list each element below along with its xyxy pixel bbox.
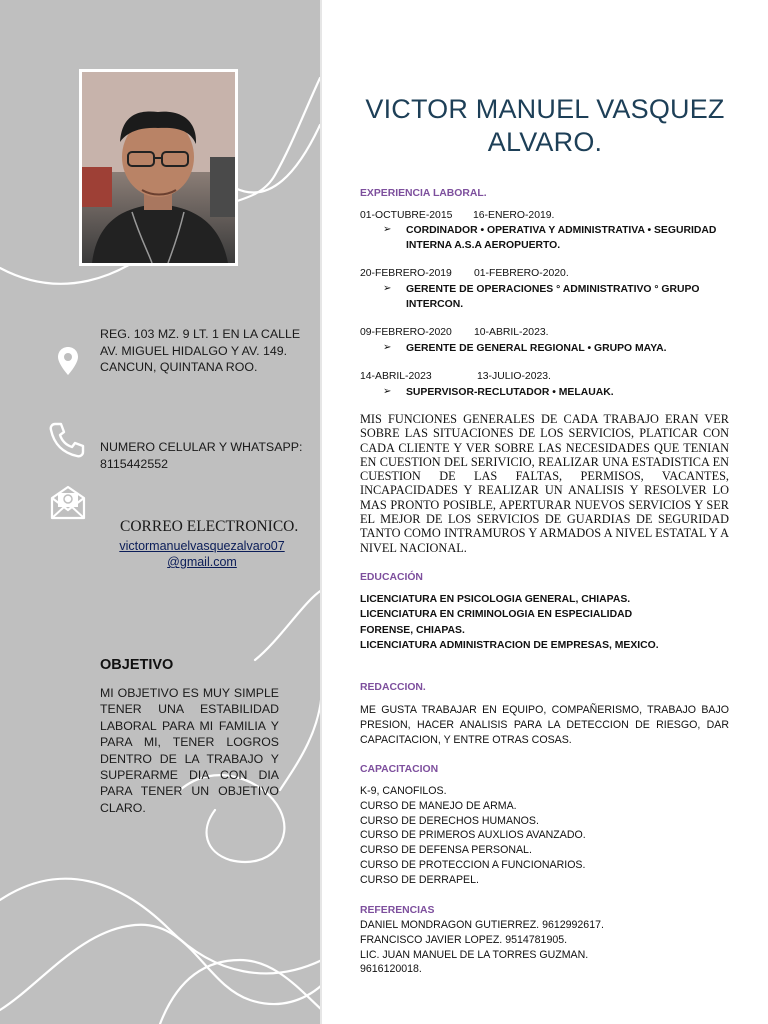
phone: [100, 439, 302, 472]
references-list: [360, 918, 604, 977]
training-item: CURSO DE DERECHOS HUMANOS.: [360, 814, 539, 827]
redaccion-title: REDACCION.: [360, 682, 426, 693]
references-title: REFERENCIAS: [360, 905, 435, 916]
job-1-role: CORDINADOR • OPERATIVA Y ADMINISTRATIVA • SEGURIDAD INTERNA A.S.A AEROPUERTO.: [406, 225, 717, 251]
training-item: CURSO DE PROTECCION A FUNCIONARIOS.: [360, 858, 586, 871]
training-item: CURSO DE PRIMEROS AUXLIOS AVANZADO.: [360, 829, 586, 842]
address-line-2: AV. MIGUEL HIDALGO Y AV. 149.: [100, 343, 288, 358]
address: [100, 326, 300, 376]
profile-photo-image: [82, 72, 235, 263]
address-line-1: REG. 103 MZ. 9 LT. 1 EN LA CALLE: [100, 327, 301, 341]
reference-item: DANIEL MONDRAGON GUTIERREZ. 9612992617.: [360, 919, 604, 931]
email-title: CORREO ELECTRONICO.: [120, 518, 299, 535]
experience-title: EXPERIENCIA LABORAL.: [360, 188, 487, 199]
reference-item: LIC. JUAN MANUEL DE LA TORRES GUZMAN.: [360, 948, 589, 961]
bullet-arrow-icon: ➢: [383, 386, 392, 397]
training-item: CURSO DE DEFENSA PERSONAL.: [360, 844, 532, 857]
objective-text: MI OBJETIVO ES MUY SIMPLE TENER UNA ESTABILIDAD LABORAL PARA MI FAMILIA Y PARA MI, TENER LOGROS DENTRO DE LA TRABAJO Y SUPERARME DIA CON DIA PARA TENER UN OBJETIVO CLARO.: [100, 686, 279, 815]
candidate-name: VICTOR MANUEL VASQUEZ ALVARO.: [365, 94, 725, 157]
bullet-arrow-icon: ➢: [383, 283, 392, 294]
education-item: FORENSE, CHIAPAS.: [360, 624, 465, 636]
job-4-role: SUPERVISOR-RECLUTADOR • MELAUAK.: [406, 387, 614, 398]
training-title: CAPACITACION: [360, 764, 439, 775]
job-1-start: 01-OCTUBRE-2015: [360, 210, 453, 221]
bullet-arrow-icon: ➢: [383, 342, 392, 353]
job-3-start: 09-FEBRERO-2020: [360, 327, 452, 338]
objective-title: OBJETIVO: [100, 657, 174, 673]
phone-number: 8115442552: [100, 456, 168, 471]
training-list: [360, 784, 586, 888]
job-1-end: 16-ENERO-2019.: [473, 210, 555, 221]
job-4-end: 13-JULIO-2023.: [477, 371, 551, 382]
experience-summary: MIS FUNCIONES GENERALES DE CADA TRABAJO ERAN VER SOBRE LAS SITUACIONES DE LOS SERVICIOS, PLATICAR CON CADA CLIENTE Y VER SOBRE LAS NECESIDADES QUE TENIAN EN CUESTION DEL SERIVICIO, REALIZAR UNA ESTADISTICA EN CUESTION DE LAS FALTAS, PERMISOS, VACANTES, INCAPACIDADES Y REALIZAR UN ANALISIS Y RESOLVER LO MAS PRONTO POSIBLE, APERTURAR NUEVOS SERVICIOS Y SER EL MEJOR DE LOS SERVICIOS DE GUARDIAS DE SEGURIDAD TANTO COMO INTRAMUROS Y ARMADOS A NIVEL ESTATAL Y A NIVEL NACIONAL.: [360, 412, 729, 555]
redaccion-text: ME GUSTA TRABAJAR EN EQUIPO, COMPAÑERISMO, TRABAJO BAJO PRESION, HACER ANALISIS PARA LA DETECCION DE RIESGO, DAR CAPACITACION, Y ENTRE OTRAS COSAS.: [360, 704, 729, 746]
job-4-start: 14-ABRIL-2023: [360, 371, 432, 382]
profile-photo: [79, 69, 238, 266]
phone-icon: [48, 421, 86, 459]
education-item: LICENCIATURA ADMINISTRACION DE EMPRESAS, MEXICO.: [360, 639, 659, 651]
training-item: CURSO DE DERRAPEL.: [360, 873, 479, 886]
location-pin-icon: [57, 346, 79, 376]
education-list: [360, 592, 659, 653]
sidebar-divider: [320, 0, 322, 1024]
education-item: LICENCIATURA EN CRIMINOLOGIA EN ESPECIALIDAD: [360, 609, 633, 621]
reference-item: 9616120018.: [360, 963, 422, 976]
address-line-3: CANCUN, QUINTANA ROO.: [100, 360, 258, 374]
reference-item: FRANCISCO JAVIER LOPEZ. 9514781905.: [360, 933, 568, 946]
job-2-role: GERENTE DE OPERACIONES ° ADMINISTRATIVO ° GRUPO INTERCON.: [406, 284, 700, 310]
job-3-end: 10-ABRIL-2023.: [474, 327, 549, 338]
email-link[interactable]: victormanuelvasquezalvaro07@gmail.com: [119, 539, 285, 569]
training-item: CURSO DE MANEJO DE ARMA.: [360, 799, 517, 812]
job-2-end: 01-FEBRERO-2020.: [474, 268, 569, 279]
training-item: K-9, CANOFILOS.: [360, 785, 447, 797]
bullet-arrow-icon: ➢: [383, 224, 392, 235]
phone-label: NUMERO CELULAR Y WHATSAPP:: [100, 440, 303, 454]
education-item: LICENCIATURA EN PSICOLOGIA GENERAL, CHIAPAS.: [360, 594, 631, 605]
email-icon: [50, 484, 86, 520]
job-3-role: GERENTE DE GENERAL REGIONAL • GRUPO MAYA.: [406, 343, 667, 354]
job-2-start: 20-FEBRERO-2019: [360, 268, 452, 279]
education-title: EDUCACIÓN: [360, 572, 423, 583]
